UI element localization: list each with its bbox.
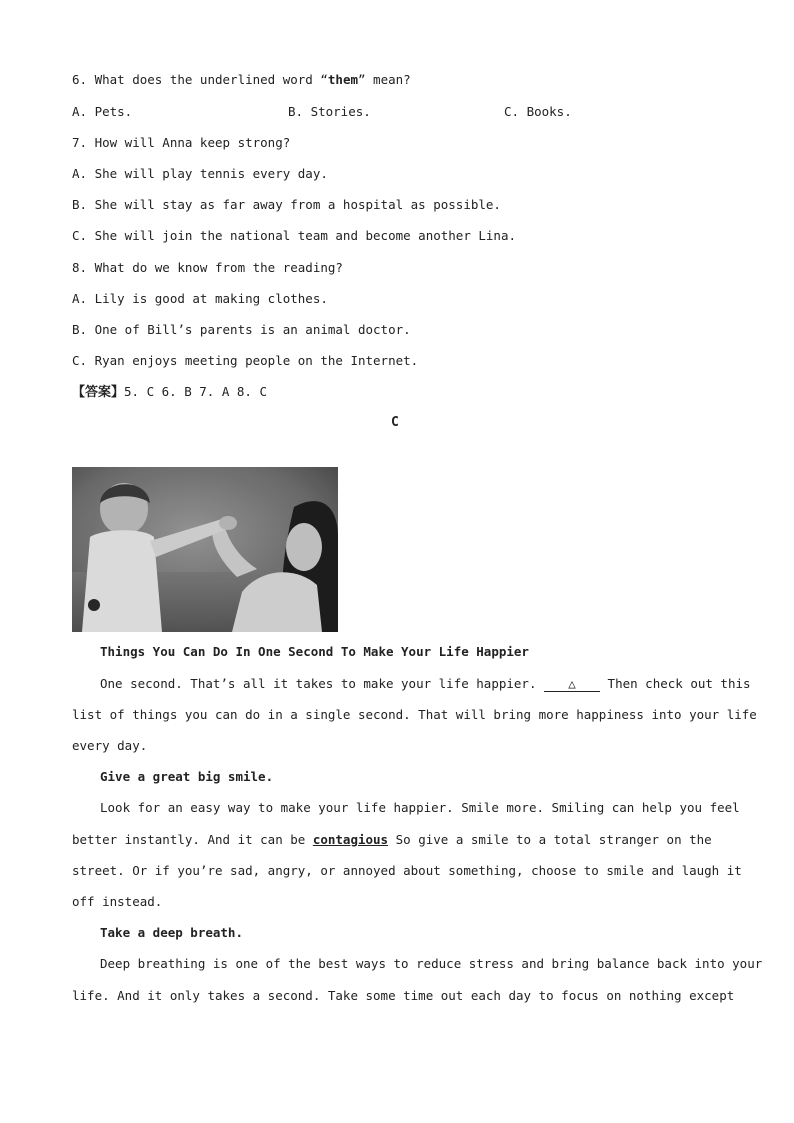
tip-1-line-2 (72, 832, 712, 847)
intro-part-2: Then check out this (600, 676, 751, 691)
tip-1-line-1: Look for an easy way to make your life happier. Smile more. Smiling can help you feel (100, 800, 740, 815)
photo-illustration (72, 467, 338, 632)
intro-line-2: list of things you can do in a single second. That will bring more happiness into your life (72, 707, 757, 722)
q7-option-a: A. She will play tennis every day. (72, 166, 328, 181)
intro-line-3: every day. (72, 738, 148, 753)
question-8-stem: 8. What do we know from the reading? (72, 260, 343, 275)
passage-title: Things You Can Do In One Second To Make Your Life Happier (100, 644, 529, 659)
q8-option-a: A. Lily is good at making clothes. (72, 291, 328, 306)
answer-key (72, 381, 267, 400)
answer-blank-triangle: △ (544, 677, 600, 692)
q6-option-c: C. Books. (504, 104, 572, 119)
intro-line-1 (100, 676, 751, 692)
section-letter: C (391, 415, 399, 430)
tip-2-line-1: Deep breathing is one of the best ways to reduce stress and bring balance back into your (100, 956, 763, 971)
tip-1-line-4: off instead. (72, 894, 163, 909)
q7-option-b: B. She will stay as far away from a hospital as possible. (72, 197, 501, 212)
intro-part-1: One second. That’s all it takes to make your life happier. (100, 676, 545, 691)
q6-keyword: them (327, 72, 358, 87)
tip-2-heading: Take a deep breath. (100, 925, 243, 940)
q6-option-b: B. Stories. (288, 104, 371, 119)
q6-suffix: mean? (365, 72, 411, 87)
tip-1-line-2-post: So give a smile to a total stranger on the (388, 832, 712, 847)
q6-option-a: A. Pets. (72, 104, 133, 119)
answer-label: 【答案】 (72, 385, 125, 400)
tip-2-line-2: life. And it only takes a second. Take some time out each day to focus on nothing except (72, 988, 735, 1003)
tip-1-heading: Give a great big smile. (100, 769, 274, 784)
underlined-word-contagious: contagious (312, 832, 389, 847)
q8-option-b: B. One of Bill’s parents is an animal doctor. (72, 322, 411, 337)
q6-close-quote: ” (358, 72, 366, 87)
question-7-stem: 7. How will Anna keep strong? (72, 135, 291, 150)
child-and-woman-photo (72, 467, 338, 632)
question-6-stem (72, 72, 411, 87)
answer-text: 5. C 6. B 7. A 8. C (124, 384, 268, 399)
q7-option-c: C. She will join the national team and become another Lina. (72, 228, 517, 243)
tip-1-line-2-pre: better instantly. And it can be (72, 832, 313, 847)
tip-1-line-3: street. Or if you’re sad, angry, or annoyed about something, choose to smile and laugh it (72, 863, 742, 878)
q6-open-quote: “ (320, 72, 328, 87)
q8-option-c: C. Ryan enjoys meeting people on the Internet. (72, 353, 419, 368)
q6-prefix: 6. What does the underlined word (72, 72, 321, 87)
